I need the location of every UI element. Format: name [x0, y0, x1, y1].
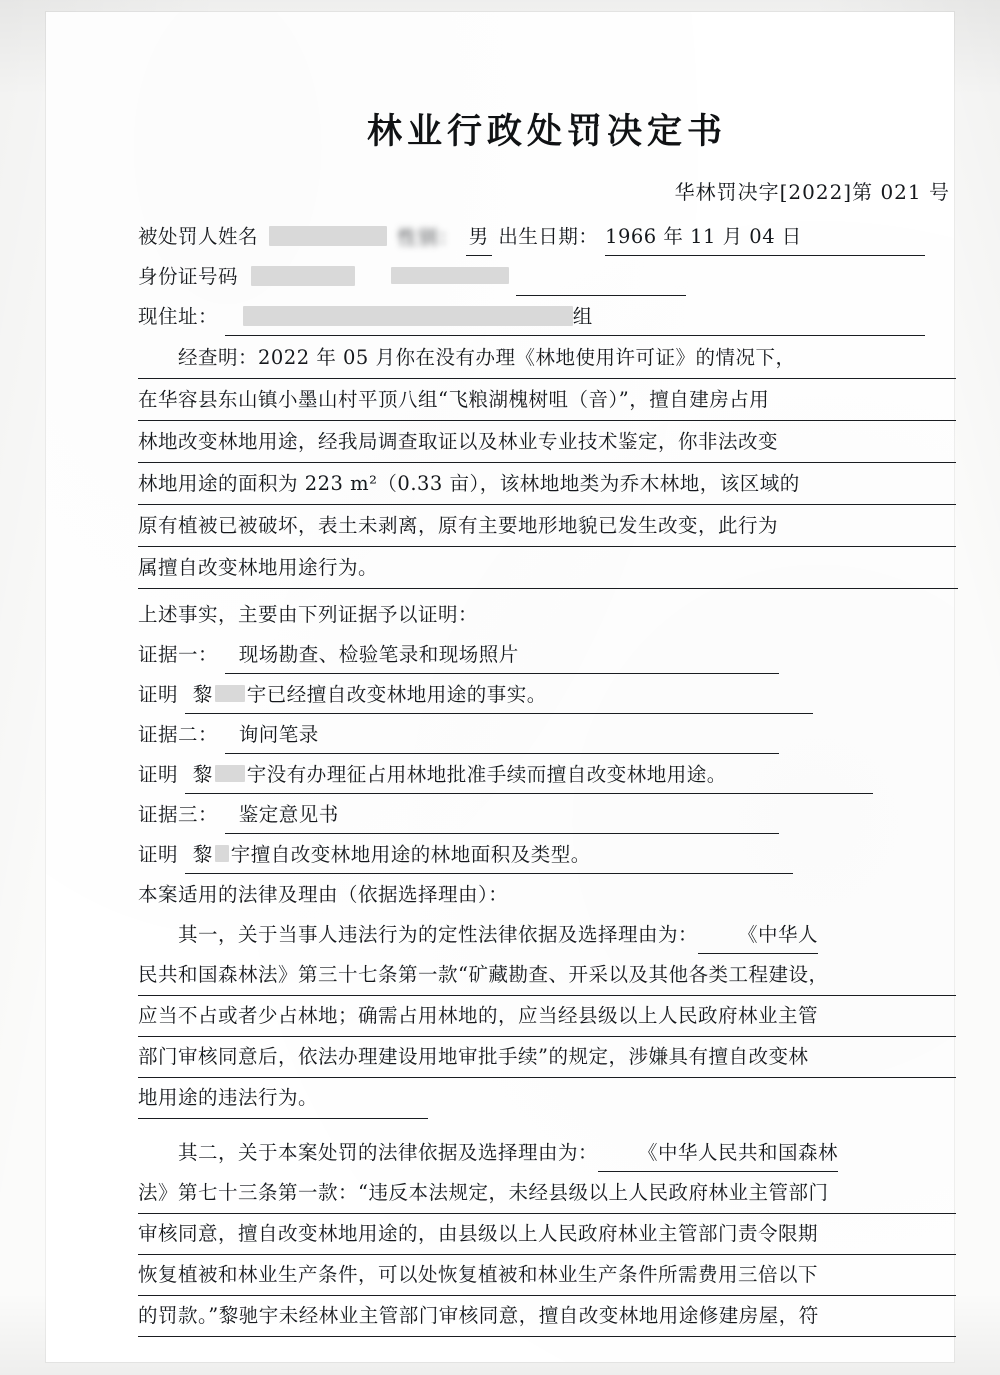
facts-line-1: 经查明：2022 年 05 月你在没有办理《林地使用许可证》的情况下，	[138, 337, 956, 379]
facts-line-6: 属擅自改变林地用途行为。	[138, 547, 958, 589]
evidence-1-proof-underline	[185, 680, 813, 714]
law-part1-line-1	[138, 915, 956, 955]
evidence-1-proof-label: 证明	[138, 683, 179, 706]
evidence-proof-1	[138, 675, 956, 715]
section-spacer	[138, 1119, 956, 1133]
birth-label: 出生日期：	[498, 225, 599, 248]
evidence-item-1	[138, 635, 956, 675]
field-row-address	[138, 297, 956, 337]
law-part2-line1-underlined: 《中华人民共和国森林	[598, 1138, 838, 1172]
evidence-1-label: 证据一：	[138, 643, 219, 666]
evidence-2-value: 询问笔录	[225, 720, 779, 754]
redaction-id-b	[391, 267, 509, 284]
field-row-identity	[138, 217, 956, 257]
law-part2-line-4: 恢复植被和林业生产条件，可以处恢复植被和林业生产条件所需费用三倍以下	[138, 1255, 956, 1296]
evidence-3-proof-underline	[185, 840, 793, 874]
redaction-evidence-1	[215, 685, 245, 702]
facts-line-4: 林地用途的面积为 223 m²（0.33 亩），该林地地类为乔木林地，该区域的	[138, 463, 956, 505]
law-part1-line-4: 部门审核同意后，依法办理建设用地审批手续”的规定，涉嫌具有擅自改变林	[138, 1037, 956, 1078]
evidence-1-proof-prefix: 黎	[192, 683, 213, 706]
evidence-item-2	[138, 715, 956, 755]
redaction-evidence-3	[215, 845, 229, 862]
redaction-address	[243, 306, 573, 326]
law-part1-line1-plain: 其一，关于当事人违法行为的定性法律依据及选择理由为：	[178, 923, 699, 946]
evidence-2-proof-label: 证明	[138, 763, 179, 786]
law-part1-line-3: 应当不占或者少占林地；确需占用林地的，应当经县级以上人民政府林业主管	[138, 996, 956, 1037]
law-part1-line1-underlined: 《中华人	[698, 920, 818, 954]
evidence-3-proof-label: 证明	[138, 843, 179, 866]
birth-value: 1966 年 11 月 04 日	[605, 222, 925, 256]
evidence-2-label: 证据二：	[138, 723, 219, 746]
field-row-id	[138, 257, 956, 297]
evidence-3-proof-prefix: 黎	[192, 843, 213, 866]
redaction-evidence-2	[215, 765, 245, 782]
gender-label: 性别：	[397, 225, 459, 249]
address-label: 现住址：	[138, 305, 219, 328]
facts-line-5: 原有植被已被破坏，表土未剥离，原有主要地形地貌已发生改变，此行为	[138, 505, 956, 547]
redaction-id-a	[251, 266, 355, 286]
law-part1-line-5: 地用途的违法行为。	[138, 1078, 428, 1119]
evidence-3-value: 鉴定意见书	[225, 800, 779, 834]
evidence-1-value: 现场勘查、检验笔录和现场照片	[225, 640, 779, 674]
law-part1-line-2: 民共和国森林法》第三十七条第一款“矿藏勘查、开采以及其他各类工程建设，	[138, 955, 956, 996]
facts-block	[138, 337, 956, 589]
evidence-3-label: 证据三：	[138, 803, 219, 826]
redaction-name	[269, 226, 387, 246]
gender-value: 男	[466, 222, 492, 256]
evidence-1-proof-value: 宇已经擅自改变林地用途的事实。	[246, 683, 547, 706]
law-part2-line-1	[138, 1133, 956, 1173]
page-title: 林业行政处罚决定书	[366, 111, 727, 152]
document-number: 华林罚决字[2022]第 021 号	[674, 180, 950, 204]
id-underline	[516, 262, 686, 296]
address-suffix: 组	[572, 305, 593, 328]
name-label: 被处罚人姓名	[138, 225, 259, 248]
document-body	[138, 104, 956, 1337]
id-label: 身份证号码	[138, 265, 239, 288]
law-part2-line1-plain: 其二，关于本案处罚的法律依据及选择理由为：	[178, 1141, 599, 1164]
law-part2-line-3: 审核同意，擅自改变林地用途的，由县级以上人民政府林业主管部门责令限期	[138, 1214, 956, 1255]
paper-sheet	[46, 12, 954, 1362]
facts-line-2: 在华容县东山镇小墨山村平顶八组“飞粮湖槐树咀（音）”，擅自建房占用	[138, 379, 956, 421]
law-part2-line-2: 法》第七十三条第一款：“违反本法规定，未经县级以上人民政府林业主管部门	[138, 1173, 956, 1214]
law-heading: 本案适用的法律及理由（依据选择理由）：	[138, 883, 509, 906]
address-underline	[225, 302, 925, 336]
evidence-3-proof-value: 宇擅自改变林地用途的林地面积及类型。	[230, 843, 591, 866]
evidence-2-proof-underline	[185, 760, 873, 794]
law-part2-line-5: 的罚款。”黎驰宇未经林业主管部门审核同意，擅自改变林地用途修建房屋，符	[138, 1296, 956, 1337]
evidence-intro: 上述事实，主要由下列证据予以证明：	[138, 603, 479, 626]
evidence-2-proof-prefix: 黎	[192, 763, 213, 786]
facts-line-3: 林地改变林地用途，经我局调查取证以及林业专业技术鉴定，你非法改变	[138, 421, 956, 463]
evidence-2-proof-value: 宇没有办理征占用林地批准手续而擅自改变林地用途。	[246, 763, 727, 786]
evidence-proof-3	[138, 835, 956, 875]
evidence-item-3	[138, 795, 956, 835]
evidence-proof-2	[138, 755, 956, 795]
